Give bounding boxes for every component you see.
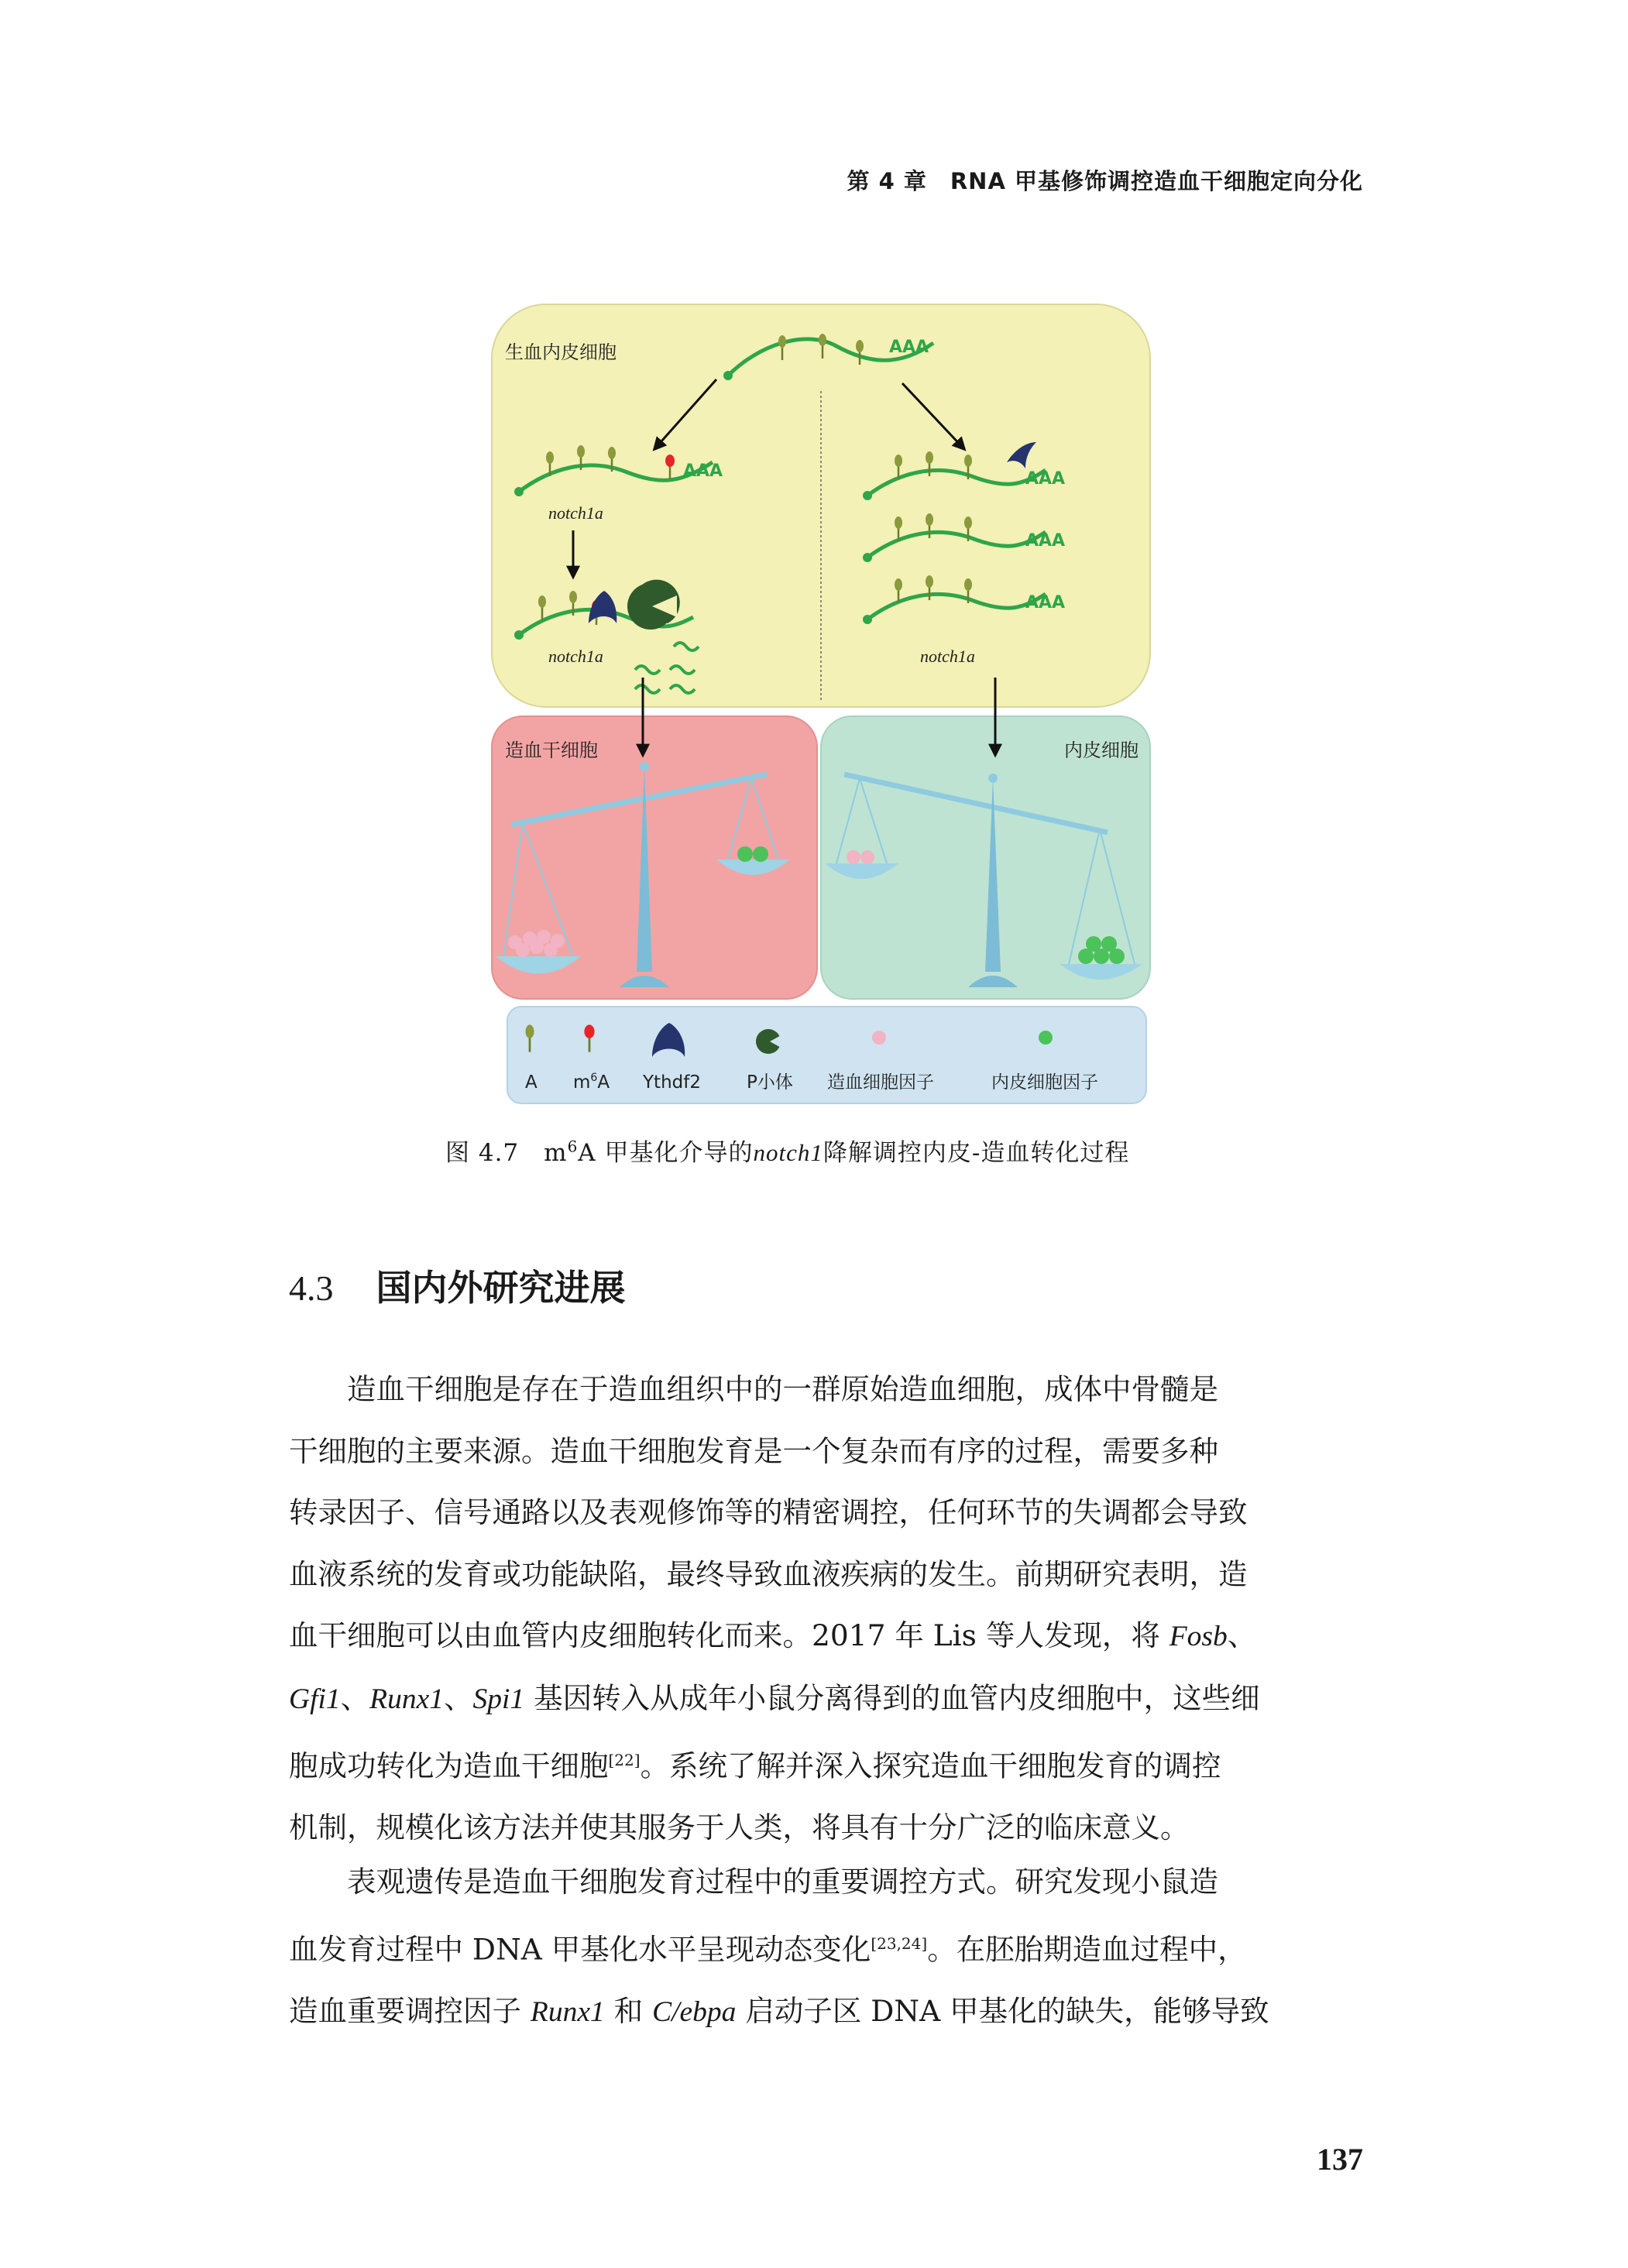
section-heading — [289, 1260, 626, 1311]
right-1-polyA: AAA — [1025, 469, 1066, 489]
legend-label-endothelial-factor: 内皮细胞因子 — [991, 1072, 1098, 1093]
p1-line-3: 转录因子、信号通路以及表观修饰等的精密调控，任何环节的失调都会导致 — [289, 1495, 1248, 1529]
p1-line-8: 机制，规模化该方法并使其服务于人类，将具有十分广泛的临床意义。 — [289, 1810, 1190, 1844]
legend-label-m6a: $m^6A$ — [573, 1072, 610, 1093]
ref-22: [22] — [608, 1751, 641, 1769]
hsc-panel-label: 造血干细胞 — [505, 739, 598, 761]
legend-label-p-body: P小体 — [747, 1072, 793, 1093]
p2-line-3: 造血重要调控因子 Runx1 和 C/ebpa 启动子区 DNA 甲基化的缺失，能够导致 — [289, 1993, 1269, 2028]
p1-line-1: 造血干细胞是存在于造血组织中的一群原始造血细胞，成体中骨髓是 — [347, 1372, 1218, 1406]
p1-line-7: 胞成功转化为造血干细胞[22]。系统了解并深入探究造血干细胞发育的调控 — [289, 1748, 1221, 1783]
caption-gene: notch1 — [753, 1139, 823, 1166]
endo-panel-label: 内皮细胞 — [1064, 739, 1139, 761]
left-1-gene-label: notch1a — [548, 503, 603, 523]
figure-caption — [445, 1133, 1220, 1168]
figure-4-7 — [480, 298, 1162, 1119]
page-number: 137 — [1317, 2142, 1363, 2177]
caption-mid: A 甲基化介导的 — [578, 1139, 754, 1167]
left-2-gene-label: notch1a — [548, 647, 603, 666]
figure-diagram — [480, 298, 1162, 1119]
caption-sup: 6 — [567, 1137, 579, 1156]
legend-endothelial-factor-icon — [1039, 1031, 1053, 1045]
caption-prefix: 图 4.7 m — [445, 1139, 568, 1167]
paragraph-1 — [289, 1359, 1364, 1859]
right-3-polyA: AAA — [1025, 593, 1066, 612]
legend-label-hematopoietic-factor: 造血细胞因子 — [827, 1072, 934, 1093]
ref-23-24: [23,24] — [871, 1933, 928, 1953]
caption-suffix: 降解调控内皮-造血转化过程 — [823, 1139, 1130, 1167]
legend-hematopoietic-factor-icon — [872, 1031, 886, 1045]
p1-line-6: Gfi1、Runx1、Spi1 基因转入从成年小鼠分离得到的血管内皮细胞中，这些细 — [289, 1680, 1260, 1715]
left-1-polyA: AAA — [683, 461, 723, 481]
section-title: 国内外研究进展 — [376, 1267, 626, 1309]
p1-line-2: 干细胞的主要来源。造血干细胞发育是一个复杂而有序的过程，需要多种 — [289, 1433, 1218, 1468]
paragraph-2 — [289, 1851, 1364, 2043]
p2-line-1: 表观遗传是造血干细胞发育过程中的重要调控方式。研究发现小鼠造 — [347, 1865, 1218, 1899]
p2-line-2: 血发育过程中 DNA 甲基化水平呈现动态变化[23,24]。在胚胎期造血过程中， — [289, 1932, 1247, 1966]
running-head: 第 4 章 RNA 甲基修饰调控造血干细胞定向分化 — [847, 168, 1363, 194]
section-number: 4.3 — [289, 1268, 334, 1308]
legend-label-ythdf2: Ythdf2 — [643, 1072, 701, 1093]
legend-label-a: A — [525, 1072, 538, 1093]
p1-line-5: 血干细胞可以由血管内皮细胞转化而来。2017 年 Lis 等人发现，将 Fosb、 — [289, 1618, 1257, 1652]
p1-line-4: 血液系统的发育或功能缺陷，最终导致血液疾病的发生。前期研究表明，造 — [289, 1556, 1248, 1591]
right-2-polyA: AAA — [1025, 531, 1066, 551]
source-polyA: AAA — [889, 338, 929, 357]
right-gene-label: notch1a — [920, 647, 975, 666]
top-panel-label: 生血内皮细胞 — [505, 341, 617, 363]
